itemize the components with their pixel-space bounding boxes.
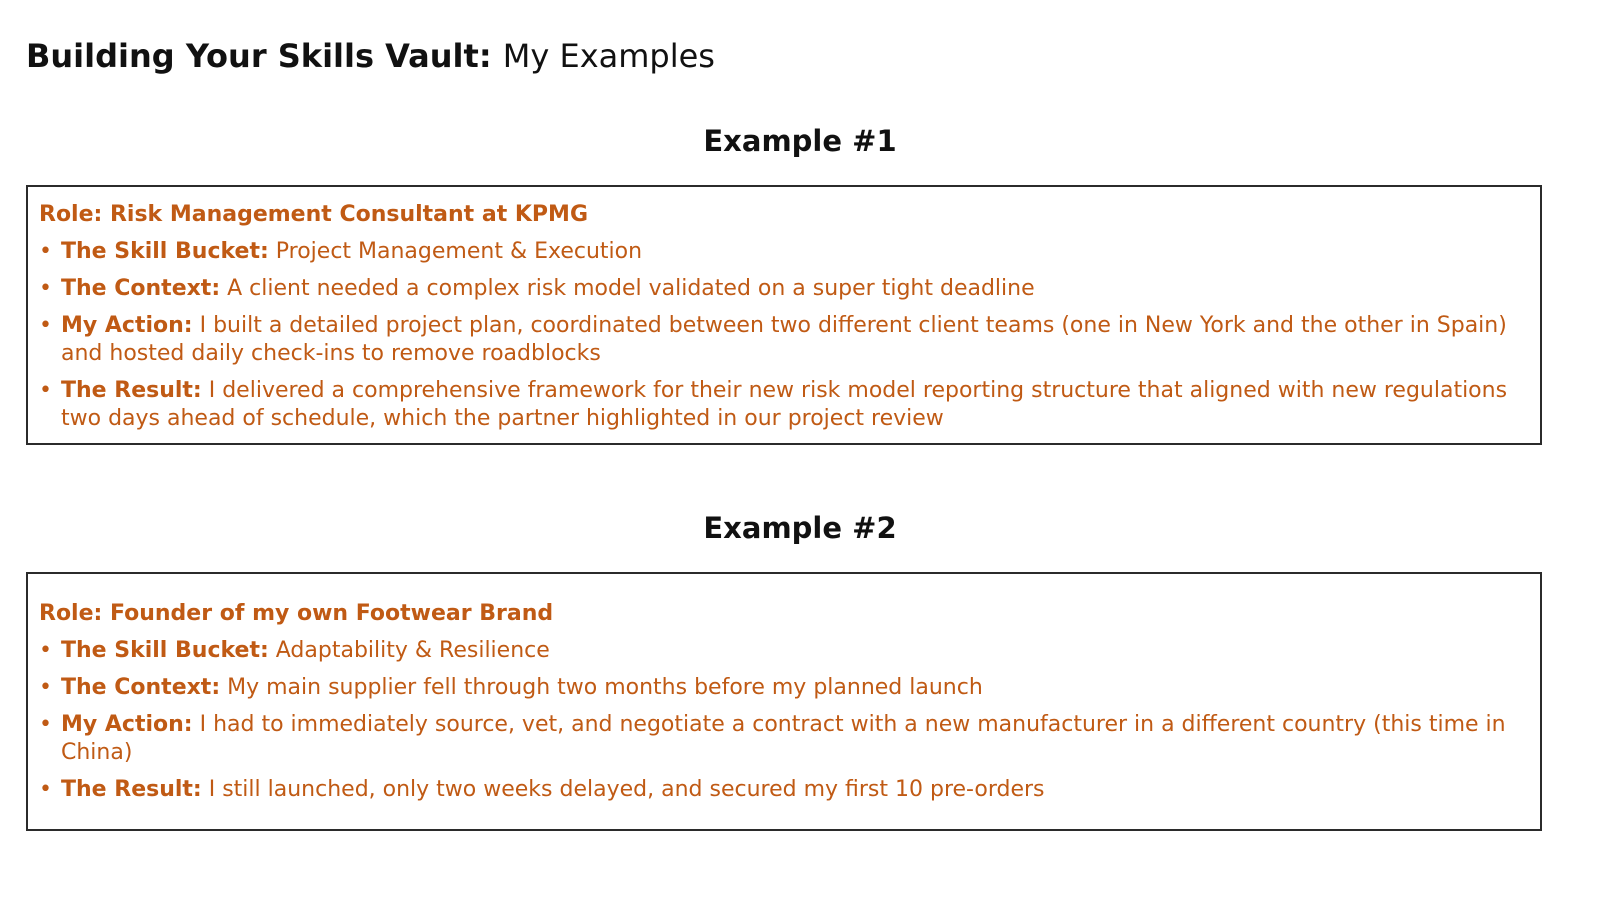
example-1-context	[39, 275, 1522, 303]
item-text: A client needed a complex risk model validated on a super tight deadline	[227, 276, 1035, 301]
bullet-icon: •	[39, 276, 52, 301]
bullet-icon: •	[39, 313, 52, 338]
example-1-skill-bucket	[39, 238, 1522, 266]
item-label: My Action:	[61, 712, 193, 737]
page-title-bold: Building Your Skills Vault:	[26, 37, 492, 75]
example-2-role: Role: Founder of my own Footwear Brand	[39, 601, 554, 626]
bullet-icon: •	[39, 378, 52, 403]
item-text: I built a detailed project plan, coordinated between two different client teams (one in New York and the other in Spain) and hosted daily check-ins to remove roadblocks	[61, 313, 1507, 366]
example-1-role: Role: Risk Management Consultant at KPMG	[39, 202, 589, 227]
item-text: I still launched, only two weeks delayed, and secured my first 10 pre-orders	[208, 777, 1045, 802]
item-label: The Context:	[61, 276, 221, 301]
item-text: I had to immediately source, vet, and negotiate a contract with a new manufacturer in a different country (this time in China)	[61, 712, 1506, 765]
example-2-result	[39, 776, 1522, 804]
example-1-action	[39, 312, 1522, 368]
example-2-action	[39, 711, 1522, 767]
item-text: Project Management & Execution	[275, 239, 643, 264]
item-label: The Skill Bucket:	[61, 638, 269, 663]
example-1-list	[39, 238, 1522, 433]
item-text: My main supplier fell through two months before my planned launch	[227, 675, 983, 700]
item-label: The Result:	[61, 378, 202, 403]
item-text: I delivered a comprehensive framework for their new risk model reporting structure that aligned with new regulations two days ahead of schedule, which the partner highlighted in our project review	[61, 378, 1508, 431]
item-text: Adaptability & Resilience	[275, 638, 550, 663]
example-2-skill-bucket	[39, 637, 1522, 665]
page-title-regular: My Examples	[502, 37, 715, 75]
example-2-box	[26, 572, 1542, 831]
bullet-icon: •	[39, 712, 52, 737]
bullet-icon: •	[39, 675, 52, 700]
example-2-list	[39, 637, 1522, 804]
example-1-box	[26, 185, 1542, 445]
example-2-heading: Example #2	[703, 511, 897, 545]
example-1-heading: Example #1	[703, 124, 897, 158]
item-label: The Skill Bucket:	[61, 239, 269, 264]
item-label: My Action:	[61, 313, 193, 338]
bullet-icon: •	[39, 638, 52, 663]
example-2-context	[39, 674, 1522, 702]
example-1-result	[39, 377, 1522, 433]
item-label: The Context:	[61, 675, 221, 700]
bullet-icon: •	[39, 239, 52, 264]
item-label: The Result:	[61, 777, 202, 802]
bullet-icon: •	[39, 777, 52, 802]
page-title	[26, 34, 715, 78]
